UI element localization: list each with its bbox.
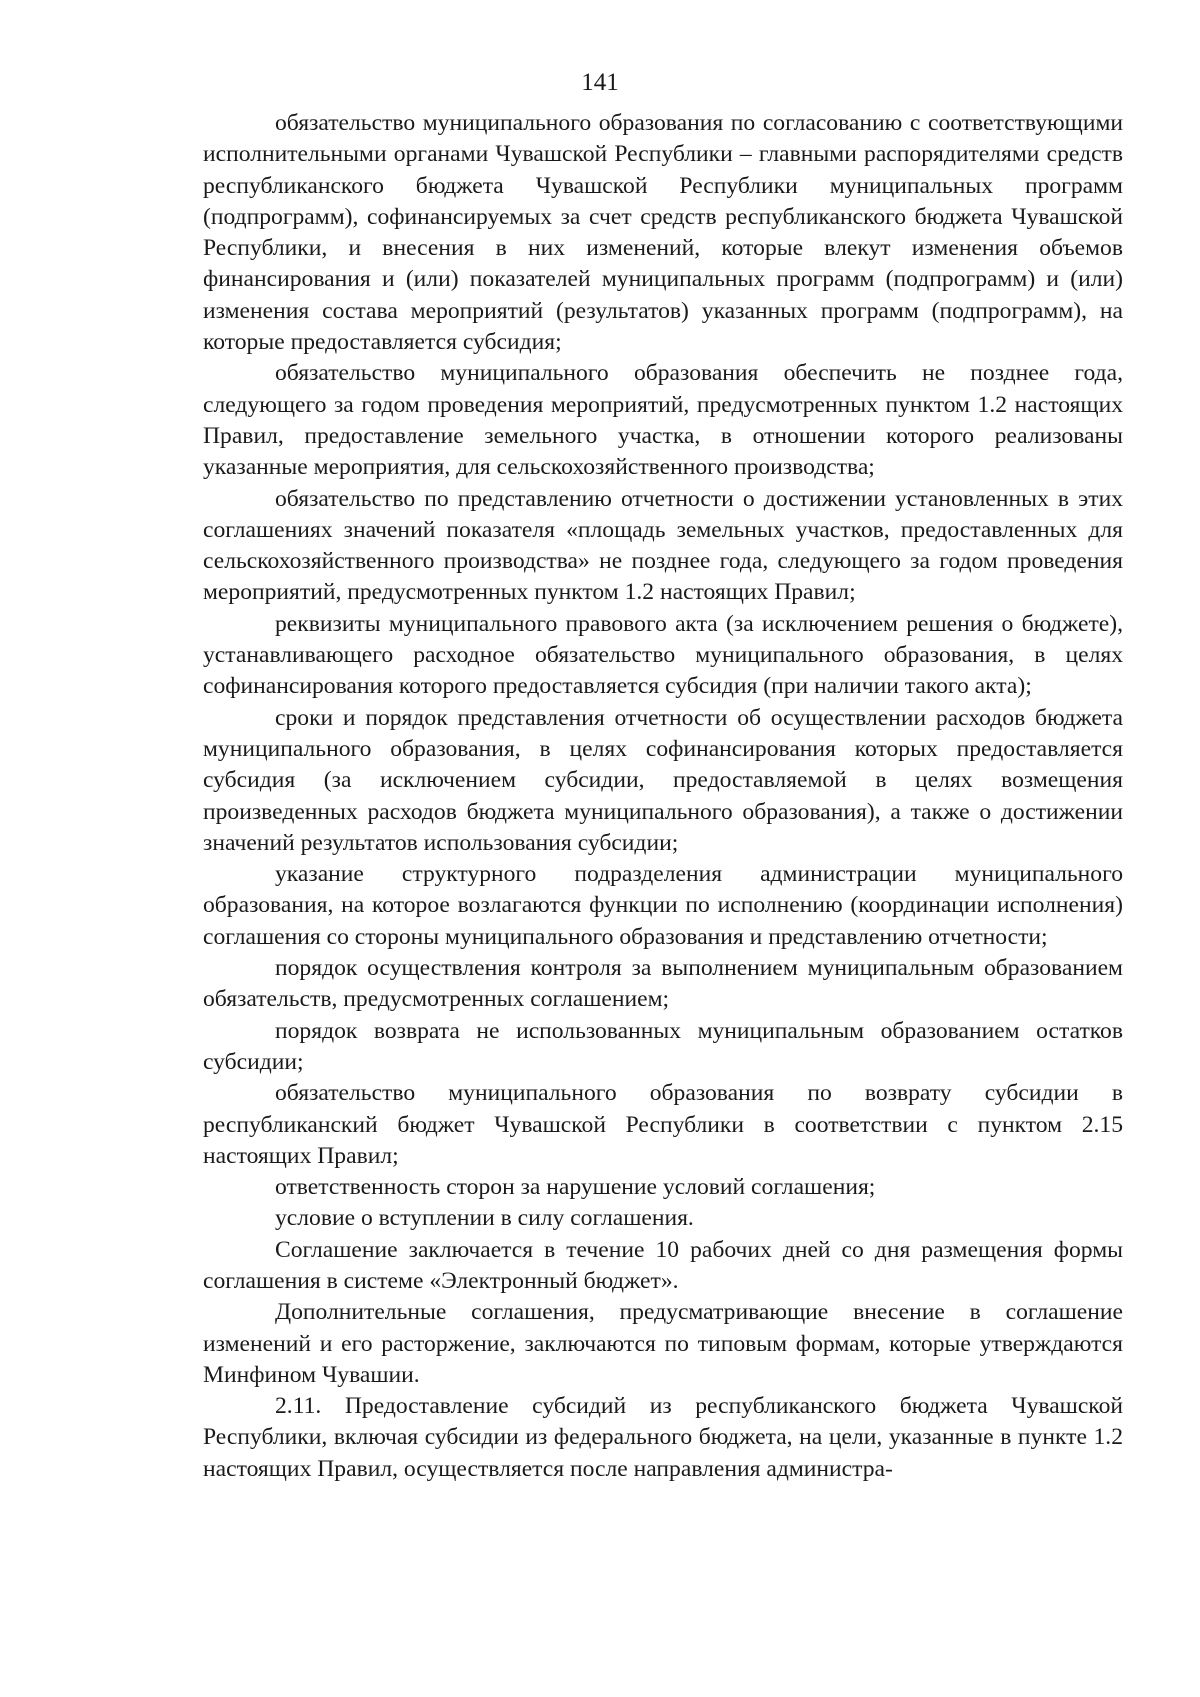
paragraph-reporting-obligation: обязательство по представлению отчетности о достижении установленных в этих соглашениях значений показателя «площадь земельных участков, предоставленных для сельскохозяйственного производства» не позднее года, следующего за годом проведения мероприятий, предусмотренных пунктом 1.2 настоящих Правил; bbox=[203, 485, 1123, 606]
paragraph-section-2-11: 2.11. Предоставление субсидий из республиканского бюджета Чувашской Республики, включая субсидии из федерального бюджета, на цели, указанные в пункте 1.2 настоящих Правил, осуществляется после направления администра- bbox=[203, 1393, 1123, 1482]
paragraph-legal-act-details: реквизиты муниципального правового акта (за исключением решения о бюджете), устанавливающего расходное обязательство муниципального образования, в целях софинансирования которого предоставляется субсидия (при наличии такого акта); bbox=[203, 610, 1123, 700]
paragraph-reporting-deadlines: сроки и порядок представления отчетности об осуществлении расходов бюджета муниципального образования, в целях софинансирования которых предоставляется субсидия (за исключением субсидии, предоставляемой в целях возмещения произведенных расходов бюджета муниципального образования), а также о достижении значений результатов использования субсидии; bbox=[203, 704, 1123, 856]
page-number: 141 bbox=[581, 69, 619, 96]
paragraph-control-procedure: порядок осуществления контроля за выполнением муниципальным образованием обязательств, предусмотренных соглашением; bbox=[203, 955, 1123, 1013]
paragraph-entry-into-force: условие о вступлении в силу соглашения. bbox=[275, 1205, 694, 1232]
paragraph-subsidy-return-obligation: обязательство муниципального образования по возврату субсидии в республиканский бюджет Чувашской Республики в соответствии с пунктом 2.15 настоящих Правил; bbox=[203, 1080, 1123, 1169]
paragraph-liability: ответственность сторон за нарушение условий соглашения; bbox=[275, 1174, 876, 1201]
paragraph-coordination-obligation: обязательство муниципального образования по согласованию с соответствующими исполнительными органами Чувашской Республики – главными распорядителями средств республиканского бюджета Чувашской Республики муниципальных программ (подпрограмм), софинансируемых за счет средств республиканского бюджета Чувашской Республики, и внесения в них изменений, которые влекут изменения объемов финансирования и (или) показателей муниципальных программ (подпрограмм) и (или) изменения состава мероприятий (результатов) указанных программ (подпрограмм), на которые предоставляется субсидия; bbox=[203, 110, 1123, 356]
paragraph-land-provision-obligation: обязательство муниципального образования обеспечить не позднее года, следующего за годом проведения мероприятий, предусмотренных пунктом 1.2 настоящих Правил, предоставление земельного участка, в отношении которого реализованы указанные мероприятия, для сельскохозяйственного производства; bbox=[203, 360, 1123, 481]
paragraph-return-of-balances: порядок возврата не использованных муниципальным образованием остатков субсидии; bbox=[203, 1017, 1123, 1075]
paragraph-responsible-division: указание структурного подразделения администрации муниципального образования, на которое возлагаются функции по исполнению (координации исполнения) соглашения со стороны муниципального образования и представлению отчетности; bbox=[203, 861, 1123, 950]
paragraph-additional-agreements: Дополнительные соглашения, предусматривающие внесение в соглашение изменений и его расторжение, заключаются по типовым формам, которые утверждаются Минфином Чувашии. bbox=[203, 1299, 1123, 1388]
paragraph-agreement-deadline: Соглашение заключается в течение 10 рабочих дней со дня размещения формы соглашения в системе «Электронный бюджет». bbox=[203, 1236, 1123, 1294]
document-body bbox=[203, 108, 1123, 1485]
